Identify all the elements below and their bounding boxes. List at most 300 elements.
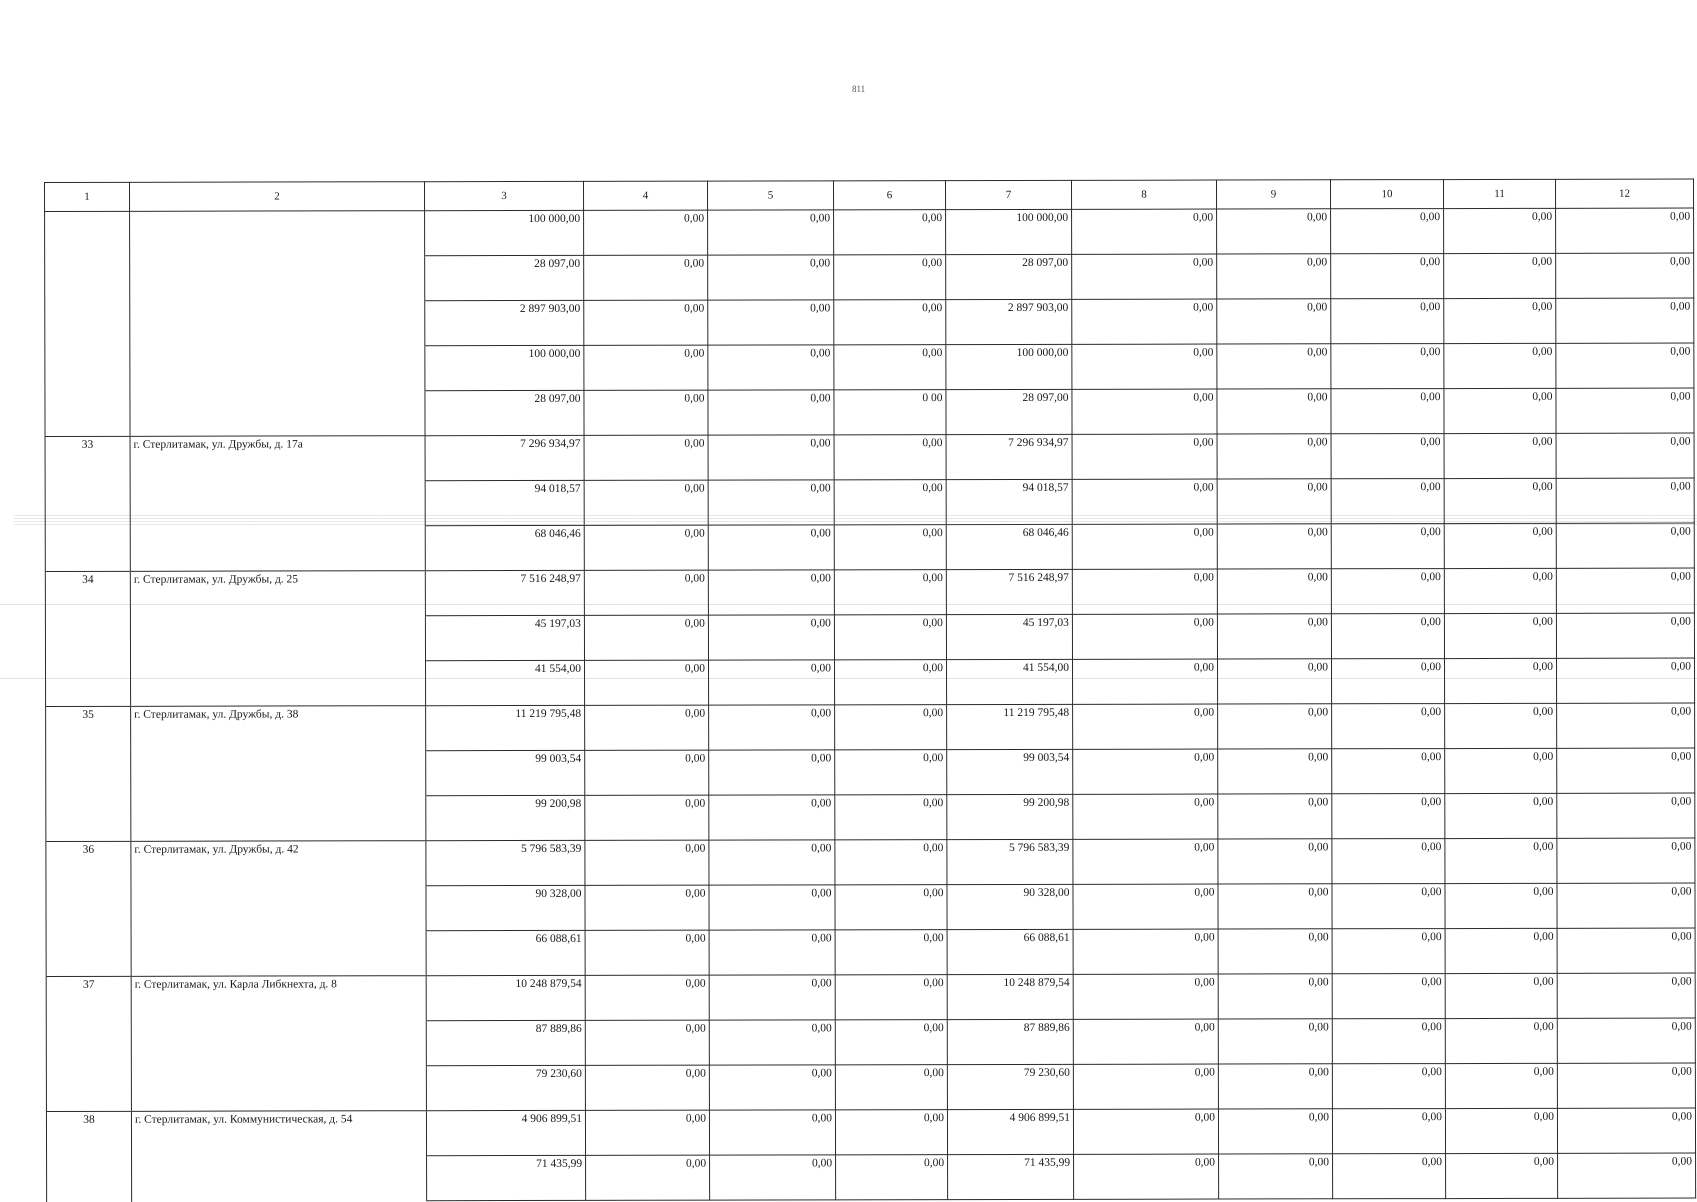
- amount-cell: 5 796 583,39: [947, 839, 1073, 884]
- row-number: [46, 796, 131, 841]
- amount-cell: 100 000,00: [425, 345, 584, 390]
- amount-cell: 45 197,03: [946, 614, 1072, 659]
- amount-cell: 0,00: [1218, 839, 1332, 884]
- column-header: 3: [425, 181, 584, 210]
- amount-cell: 0,00: [835, 1020, 947, 1065]
- row-number: [45, 616, 130, 661]
- amount-cell: 28 097,00: [425, 255, 584, 300]
- amount-cell: 0,00: [708, 525, 834, 570]
- amount-cell: 0,00: [1331, 299, 1444, 344]
- table-row: [45, 478, 1694, 526]
- amount-cell: 0,00: [708, 300, 834, 345]
- table-row: [46, 928, 1695, 976]
- amount-cell: 0,00: [709, 930, 835, 975]
- amount-cell: 0,00: [1331, 389, 1444, 434]
- amount-cell: 0,00: [1217, 569, 1331, 614]
- row-number: [47, 1156, 132, 1201]
- amount-cell: 0,00: [1072, 614, 1217, 659]
- row-number: [46, 751, 131, 796]
- amount-cell: 7 516 248,97: [946, 569, 1072, 614]
- amount-cell: 7 516 248,97: [425, 570, 584, 615]
- amount-cell: 0,00: [1073, 704, 1218, 749]
- amount-cell: 0,00: [835, 705, 947, 750]
- amount-cell: 28 097,00: [946, 254, 1072, 299]
- amount-cell: 99 200,98: [947, 794, 1073, 839]
- amount-cell: 0,00: [1444, 433, 1556, 478]
- row-number: [45, 481, 130, 526]
- table-row: [45, 388, 1694, 436]
- table-row: [45, 253, 1694, 301]
- table-row: [45, 523, 1694, 571]
- amount-cell: 71 435,99: [427, 1155, 586, 1200]
- amount-cell: 0,00: [1557, 1063, 1695, 1108]
- address-cell: [130, 211, 425, 257]
- amount-cell: 0,00: [1218, 659, 1332, 704]
- amount-cell: 0,00: [1332, 1109, 1445, 1154]
- amount-cell: 0,00: [709, 1110, 835, 1155]
- amount-cell: 0,00: [834, 525, 946, 570]
- amount-cell: 0,00: [584, 210, 708, 255]
- column-header: 8: [1071, 180, 1216, 209]
- address-cell: [130, 346, 425, 392]
- amount-cell: 0,00: [1556, 388, 1694, 433]
- amount-cell: 100 000,00: [946, 209, 1072, 254]
- amount-cell: 0,00: [1444, 523, 1556, 568]
- row-number: [45, 301, 130, 346]
- amount-cell: 0,00: [1557, 793, 1695, 838]
- table-row: [46, 658, 1695, 706]
- amount-cell: 0,00: [836, 1155, 948, 1200]
- amount-cell: 90 328,00: [426, 885, 585, 930]
- amount-cell: 100 000,00: [425, 210, 584, 255]
- row-number: [46, 931, 131, 976]
- amount-cell: 0,00: [585, 1065, 709, 1110]
- amount-cell: 7 296 934,97: [425, 435, 584, 480]
- amount-cell: 0,00: [1556, 253, 1694, 298]
- amount-cell: 0,00: [584, 255, 708, 300]
- amount-cell: 0,00: [1557, 883, 1695, 928]
- address-cell: [130, 256, 425, 302]
- amount-cell: 0,00: [1073, 659, 1218, 704]
- amount-cell: 0,00: [708, 615, 834, 660]
- amount-cell: 0,00: [1557, 973, 1695, 1018]
- table-row: [45, 433, 1694, 481]
- amount-cell: 45 197,03: [425, 615, 584, 660]
- amount-cell: 0,00: [1445, 703, 1557, 748]
- amount-cell: 0,00: [1332, 1019, 1445, 1064]
- amount-cell: 0,00: [709, 1020, 835, 1065]
- amount-cell: 0,00: [585, 885, 709, 930]
- amount-cell: 0,00: [835, 885, 947, 930]
- table-row: [46, 838, 1695, 886]
- amount-cell: 99 200,98: [426, 795, 585, 840]
- column-header: 10: [1330, 180, 1443, 209]
- table-row: [45, 343, 1694, 391]
- amount-cell: 0,00: [585, 840, 709, 885]
- amount-cell: 0,00: [1332, 974, 1445, 1019]
- amount-cell: 0,00: [1217, 254, 1331, 299]
- amount-cell: 0,00: [1331, 479, 1444, 524]
- row-number: [45, 346, 130, 391]
- amount-cell: 0,00: [585, 750, 709, 795]
- column-header: 5: [707, 181, 833, 210]
- table-row: [46, 703, 1695, 751]
- amount-cell: 0,00: [1217, 209, 1331, 254]
- amount-cell: 0,00: [1444, 478, 1556, 523]
- amount-cell: 0,00: [1072, 254, 1217, 299]
- amount-cell: 94 018,57: [946, 479, 1072, 524]
- address-cell: [131, 1066, 426, 1112]
- table-row: [45, 613, 1694, 661]
- amount-cell: 0,00: [1556, 613, 1694, 658]
- address-cell: г. Стерлитамак, ул. Дружбы, д. 17а: [130, 436, 425, 482]
- amount-cell: 0,00: [1218, 704, 1332, 749]
- amount-cell: 0,00: [584, 300, 708, 345]
- amount-cell: 99 003,54: [426, 750, 585, 795]
- amount-cell: 0,00: [709, 750, 835, 795]
- address-cell: г. Стерлитамак, ул. Карла Либкнехта, д. 8: [131, 976, 426, 1022]
- amount-cell: 0,00: [1445, 1063, 1557, 1108]
- amount-cell: 0,00: [709, 795, 835, 840]
- amount-cell: 0,00: [1556, 523, 1694, 568]
- amount-cell: 0,00: [835, 1110, 947, 1155]
- amount-cell: 0,00: [1331, 524, 1444, 569]
- amount-cell: 0,00: [1217, 434, 1331, 479]
- row-number: [45, 256, 130, 301]
- amount-cell: 0,00: [708, 255, 834, 300]
- row-number: [46, 1066, 131, 1111]
- amount-cell: 0,00: [1445, 793, 1557, 838]
- amount-cell: 0,00: [1445, 838, 1557, 883]
- amount-cell: 68 046,46: [425, 525, 584, 570]
- amount-cell: 0,00: [585, 660, 709, 705]
- row-number: [45, 391, 130, 436]
- amount-cell: 0,00: [1331, 614, 1444, 659]
- amount-cell: 0,00: [834, 615, 946, 660]
- amount-cell: 0,00: [1445, 748, 1557, 793]
- amount-cell: 79 230,60: [426, 1065, 585, 1110]
- amount-cell: 0,00: [834, 480, 946, 525]
- amount-cell: 0,00: [834, 300, 946, 345]
- amount-cell: 0,00: [708, 570, 834, 615]
- amount-cell: 0,00: [1218, 929, 1332, 974]
- amount-cell: 0,00: [584, 435, 708, 480]
- amount-cell: 0,00: [834, 345, 946, 390]
- amount-cell: 0,00: [1218, 749, 1332, 794]
- amount-cell: 0,00: [1332, 659, 1445, 704]
- amount-cell: 7 296 934,97: [946, 434, 1072, 479]
- address-cell: [130, 616, 425, 662]
- table-row: [46, 883, 1695, 931]
- address-cell: [130, 301, 425, 347]
- amount-cell: 0,00: [1217, 479, 1331, 524]
- amount-cell: 0,00: [1557, 748, 1695, 793]
- amount-cell: 0,00: [1557, 838, 1695, 883]
- amount-cell: 0,00: [585, 1110, 709, 1155]
- amount-cell: 0,00: [708, 345, 834, 390]
- address-cell: г. Стерлитамак, ул. Дружбы, д. 38: [131, 706, 426, 752]
- amount-cell: 0,00: [1073, 884, 1218, 929]
- amount-cell: 0,00: [1446, 1153, 1558, 1198]
- amount-cell: 0,00: [1557, 1018, 1695, 1063]
- amount-cell: 0,00: [1556, 568, 1694, 613]
- amount-cell: 0,00: [1332, 704, 1445, 749]
- amount-cell: 0,00: [1073, 1019, 1218, 1064]
- amount-cell: 0,00: [1557, 1108, 1695, 1153]
- amount-cell: 0,00: [1219, 1154, 1333, 1199]
- amount-cell: 0,00: [1331, 209, 1444, 254]
- column-header: 1: [45, 182, 130, 211]
- column-header: 9: [1216, 180, 1330, 209]
- amount-cell: 0 00: [834, 390, 946, 435]
- amount-cell: 0,00: [1333, 1154, 1446, 1199]
- amount-cell: 0,00: [1072, 434, 1217, 479]
- amount-cell: 11 219 795,48: [426, 705, 585, 750]
- amount-cell: 0,00: [584, 390, 708, 435]
- column-header: 4: [583, 181, 707, 210]
- amount-cell: 0,00: [835, 840, 947, 885]
- amount-cell: 0,00: [1444, 388, 1556, 433]
- amount-cell: 0,00: [708, 480, 834, 525]
- amount-cell: 0,00: [1556, 298, 1694, 343]
- amount-cell: 0,00: [1445, 1108, 1557, 1153]
- amount-cell: 0,00: [1072, 389, 1217, 434]
- data-table: [44, 179, 1696, 1202]
- amount-cell: 0,00: [709, 840, 835, 885]
- amount-cell: 28 097,00: [425, 390, 584, 435]
- amount-cell: 0,00: [584, 345, 708, 390]
- amount-cell: 0,00: [1073, 794, 1218, 839]
- address-cell: [131, 796, 426, 842]
- amount-cell: 4 906 899,51: [947, 1109, 1073, 1154]
- row-number: 36: [46, 841, 131, 886]
- amount-cell: 0,00: [1217, 389, 1331, 434]
- amount-cell: 0,00: [834, 435, 946, 480]
- amount-cell: 0,00: [835, 930, 947, 975]
- amount-cell: 0,00: [1217, 299, 1331, 344]
- amount-cell: 0,00: [835, 750, 947, 795]
- table-body: [45, 208, 1696, 1201]
- row-number: 35: [46, 706, 131, 751]
- amount-cell: 0,00: [1073, 929, 1218, 974]
- amount-cell: 0,00: [1445, 1018, 1557, 1063]
- address-cell: г. Стерлитамак, ул. Дружбы, д. 42: [131, 841, 426, 887]
- address-cell: [132, 1156, 427, 1202]
- amount-cell: 0,00: [835, 660, 947, 705]
- amount-cell: 0,00: [1444, 253, 1556, 298]
- column-header: 12: [1555, 179, 1693, 208]
- amount-cell: 0,00: [1332, 929, 1445, 974]
- table-row: [46, 748, 1695, 796]
- amount-cell: 0,00: [1072, 569, 1217, 614]
- address-cell: [131, 751, 426, 797]
- amount-cell: 0,00: [1073, 1064, 1218, 1109]
- column-header: 7: [945, 180, 1071, 209]
- amount-cell: 0,00: [1444, 343, 1556, 388]
- amount-cell: 0,00: [709, 885, 835, 930]
- amount-cell: 0,00: [1556, 343, 1694, 388]
- amount-cell: 0,00: [1218, 1109, 1332, 1154]
- amount-cell: 0,00: [1445, 928, 1557, 973]
- table-row: [46, 1063, 1695, 1111]
- row-number: 37: [46, 976, 131, 1021]
- amount-cell: 0,00: [1332, 749, 1445, 794]
- amount-cell: 2 897 903,00: [946, 299, 1072, 344]
- amount-cell: 0,00: [1557, 703, 1695, 748]
- amount-cell: 0,00: [1557, 928, 1695, 973]
- amount-cell: 0,00: [1218, 1064, 1332, 1109]
- amount-cell: 2 897 903,00: [425, 300, 584, 345]
- amount-cell: 0,00: [1444, 208, 1556, 253]
- address-cell: г. Стерлитамак, ул. Дружбы, д. 25: [130, 571, 425, 617]
- table-row: [45, 568, 1694, 616]
- amount-cell: 0,00: [1332, 884, 1445, 929]
- row-number: [46, 886, 131, 931]
- amount-cell: 0,00: [1217, 524, 1331, 569]
- row-number: 33: [45, 436, 130, 481]
- amount-cell: 0,00: [1556, 433, 1694, 478]
- amount-cell: 87 889,86: [426, 1020, 585, 1065]
- address-cell: [130, 526, 425, 572]
- amount-cell: 5 796 583,39: [426, 840, 585, 885]
- amount-cell: 0,00: [834, 570, 946, 615]
- address-cell: [130, 481, 425, 527]
- amount-cell: 0,00: [709, 660, 835, 705]
- amount-cell: 0,00: [585, 705, 709, 750]
- amount-cell: 0,00: [708, 390, 834, 435]
- row-number: 38: [46, 1111, 131, 1156]
- address-cell: [131, 886, 426, 932]
- amount-cell: 0,00: [1332, 839, 1445, 884]
- amount-cell: 0,00: [1218, 884, 1332, 929]
- row-number: [46, 1021, 131, 1066]
- amount-cell: 0,00: [1331, 434, 1444, 479]
- amount-cell: 0,00: [1445, 973, 1557, 1018]
- amount-cell: 0,00: [584, 525, 708, 570]
- amount-cell: 10 248 879,54: [947, 974, 1073, 1019]
- amount-cell: 0,00: [1218, 1019, 1332, 1064]
- amount-cell: 0,00: [708, 435, 834, 480]
- row-number: [46, 661, 131, 706]
- amount-cell: 0,00: [1445, 658, 1557, 703]
- amount-cell: 41 554,00: [426, 660, 585, 705]
- amount-cell: 0,00: [585, 1020, 709, 1065]
- amount-cell: 0,00: [1073, 974, 1218, 1019]
- row-number: [45, 526, 130, 571]
- amount-cell: 79 230,60: [947, 1064, 1073, 1109]
- column-header: 2: [130, 182, 425, 212]
- amount-cell: 0,00: [1444, 568, 1556, 613]
- amount-cell: 41 554,00: [947, 659, 1073, 704]
- amount-cell: 0,00: [1073, 1109, 1218, 1154]
- amount-cell: 28 097,00: [946, 389, 1072, 434]
- amount-cell: 0,00: [709, 1065, 835, 1110]
- amount-cell: 0,00: [1444, 298, 1556, 343]
- table-row: [46, 793, 1695, 841]
- table-row: [46, 1108, 1695, 1156]
- amount-cell: 0,00: [1331, 569, 1444, 614]
- amount-cell: 0,00: [1444, 613, 1556, 658]
- amount-cell: 0,00: [1558, 1153, 1696, 1198]
- address-cell: [130, 391, 425, 437]
- amount-cell: 0,00: [1217, 344, 1331, 389]
- amount-cell: 0,00: [835, 975, 947, 1020]
- amount-cell: 0,00: [1072, 209, 1217, 254]
- address-cell: [131, 1021, 426, 1067]
- amount-cell: 0,00: [1331, 344, 1444, 389]
- amount-cell: 0,00: [1072, 299, 1217, 344]
- amount-cell: 0,00: [1445, 883, 1557, 928]
- amount-cell: 0,00: [1331, 254, 1444, 299]
- amount-cell: 0,00: [709, 705, 835, 750]
- amount-cell: 10 248 879,54: [426, 975, 585, 1020]
- row-number: [45, 211, 130, 256]
- amount-cell: 0,00: [834, 255, 946, 300]
- amount-cell: 0,00: [1556, 208, 1694, 253]
- amount-cell: 0,00: [1073, 749, 1218, 794]
- amount-cell: 0,00: [584, 480, 708, 525]
- amount-cell: 11 219 795,48: [947, 704, 1073, 749]
- amount-cell: 0,00: [834, 210, 946, 255]
- amount-cell: 0,00: [709, 975, 835, 1020]
- column-header: 11: [1443, 179, 1555, 208]
- table-row: [47, 1153, 1696, 1201]
- amount-cell: 0,00: [585, 930, 709, 975]
- amount-cell: 0,00: [585, 795, 709, 840]
- header-row: [45, 179, 1694, 211]
- amount-cell: 66 088,61: [426, 930, 585, 975]
- amount-cell: 0,00: [835, 795, 947, 840]
- amount-cell: 0,00: [1217, 614, 1331, 659]
- amount-cell: 0,00: [1218, 974, 1332, 1019]
- amount-cell: 0,00: [1073, 839, 1218, 884]
- amount-cell: 0,00: [1072, 524, 1217, 569]
- amount-cell: 100 000,00: [946, 344, 1072, 389]
- amount-cell: 68 046,46: [946, 524, 1072, 569]
- amount-cell: 0,00: [1332, 1064, 1445, 1109]
- amount-cell: 90 328,00: [947, 884, 1073, 929]
- amount-cell: 0,00: [584, 615, 708, 660]
- amount-cell: 4 906 899,51: [426, 1110, 585, 1155]
- address-cell: [131, 661, 426, 707]
- amount-cell: 0,00: [585, 975, 709, 1020]
- table-row: [45, 208, 1694, 256]
- amount-cell: 0,00: [1557, 658, 1695, 703]
- address-cell: [131, 931, 426, 977]
- page-number: 811: [852, 84, 866, 94]
- amount-cell: 66 088,61: [947, 929, 1073, 974]
- row-number: 34: [45, 571, 130, 616]
- amount-cell: 0,00: [1556, 478, 1694, 523]
- column-header: 6: [833, 181, 945, 210]
- amount-cell: 94 018,57: [425, 480, 584, 525]
- amount-cell: 0,00: [1072, 344, 1217, 389]
- amount-cell: 0,00: [584, 570, 708, 615]
- amount-cell: 0,00: [708, 210, 834, 255]
- amount-cell: 99 003,54: [947, 749, 1073, 794]
- table-row: [46, 973, 1695, 1021]
- amount-cell: 0,00: [1332, 794, 1445, 839]
- amount-cell: 0,00: [1072, 479, 1217, 524]
- amount-cell: 0,00: [1074, 1154, 1219, 1199]
- amount-cell: 0,00: [586, 1155, 710, 1200]
- address-cell: г. Стерлитамак, ул. Коммунистическая, д. 54: [131, 1111, 426, 1157]
- amount-cell: 0,00: [835, 1065, 947, 1110]
- amount-cell: 71 435,99: [948, 1154, 1074, 1199]
- amount-cell: 0,00: [1218, 794, 1332, 839]
- amount-cell: 87 889,86: [947, 1019, 1073, 1064]
- amount-cell: 0,00: [710, 1155, 836, 1200]
